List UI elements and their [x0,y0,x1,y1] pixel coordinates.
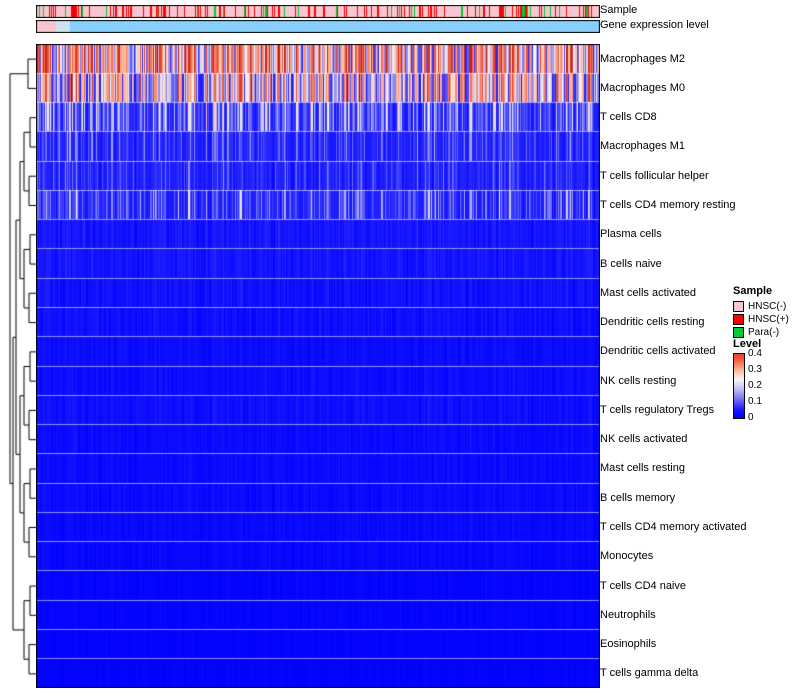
legend-swatch [733,314,744,325]
row-label: Eosinophils [600,638,657,651]
row-label: T cells CD8 [600,111,657,124]
level-tick-list [748,348,778,423]
row-label: Monocytes [600,550,654,563]
row-label: B cells naive [600,257,662,270]
level-colorbar [733,353,745,419]
row-label: Dendritic cells activated [600,345,716,358]
sample-legend-items [733,300,800,338]
legend-swatch [733,327,744,338]
row-label: T cells follicular helper [600,169,709,182]
row-label: T cells CD4 memory activated [600,521,747,533]
heatmap-canvas [36,44,600,688]
gene-expression-track-label: Gene expression level [600,19,709,31]
row-label: Macrophages M1 [600,140,685,153]
legend-label: Para(-) [748,326,780,338]
sample-legend [733,285,800,339]
sample-track-label: Sample [600,4,638,16]
sample-legend-item [733,300,800,312]
level-tick-label: 0.1 [748,396,762,407]
sample-legend-title: Sample [733,285,773,297]
level-tick-label: 0 [748,412,754,423]
sample-legend-item [733,313,800,325]
heatmap-body [36,44,600,688]
row-label: T cells gamma delta [600,667,699,680]
row-label: Macrophages M2 [600,52,685,65]
level-legend [733,338,800,423]
legend-label: HNSC(-) [748,300,787,312]
sample-annotation-track [36,5,600,18]
row-label: Dendritic cells resting [600,316,705,329]
row-label: Mast cells resting [600,462,685,475]
row-label: NK cells resting [600,374,677,387]
level-tick-label: 0.4 [748,348,762,359]
row-label: T cells regulatory Tregs [600,403,715,416]
row-label: NK cells activated [600,433,688,446]
row-label: B cells memory [600,491,676,504]
legend-label: HNSC(+) [748,313,789,325]
row-label: Neutrophils [600,608,656,621]
level-legend-title: Level [733,338,762,350]
row-label: T cells CD4 naive [600,579,686,592]
legend-swatch [733,301,744,312]
level-legend-body [733,348,800,423]
level-tick-label: 0.2 [748,380,762,391]
row-label: T cells CD4 memory resting [600,199,736,211]
row-label: Mast cells activated [600,286,696,299]
sample-legend-item [733,326,800,338]
row-label: Plasma cells [600,228,662,241]
row-dendrogram [8,44,36,688]
gene-expression-annotation-track [36,20,600,33]
level-tick-label: 0.3 [748,364,762,375]
row-label: Macrophages M0 [600,81,685,94]
